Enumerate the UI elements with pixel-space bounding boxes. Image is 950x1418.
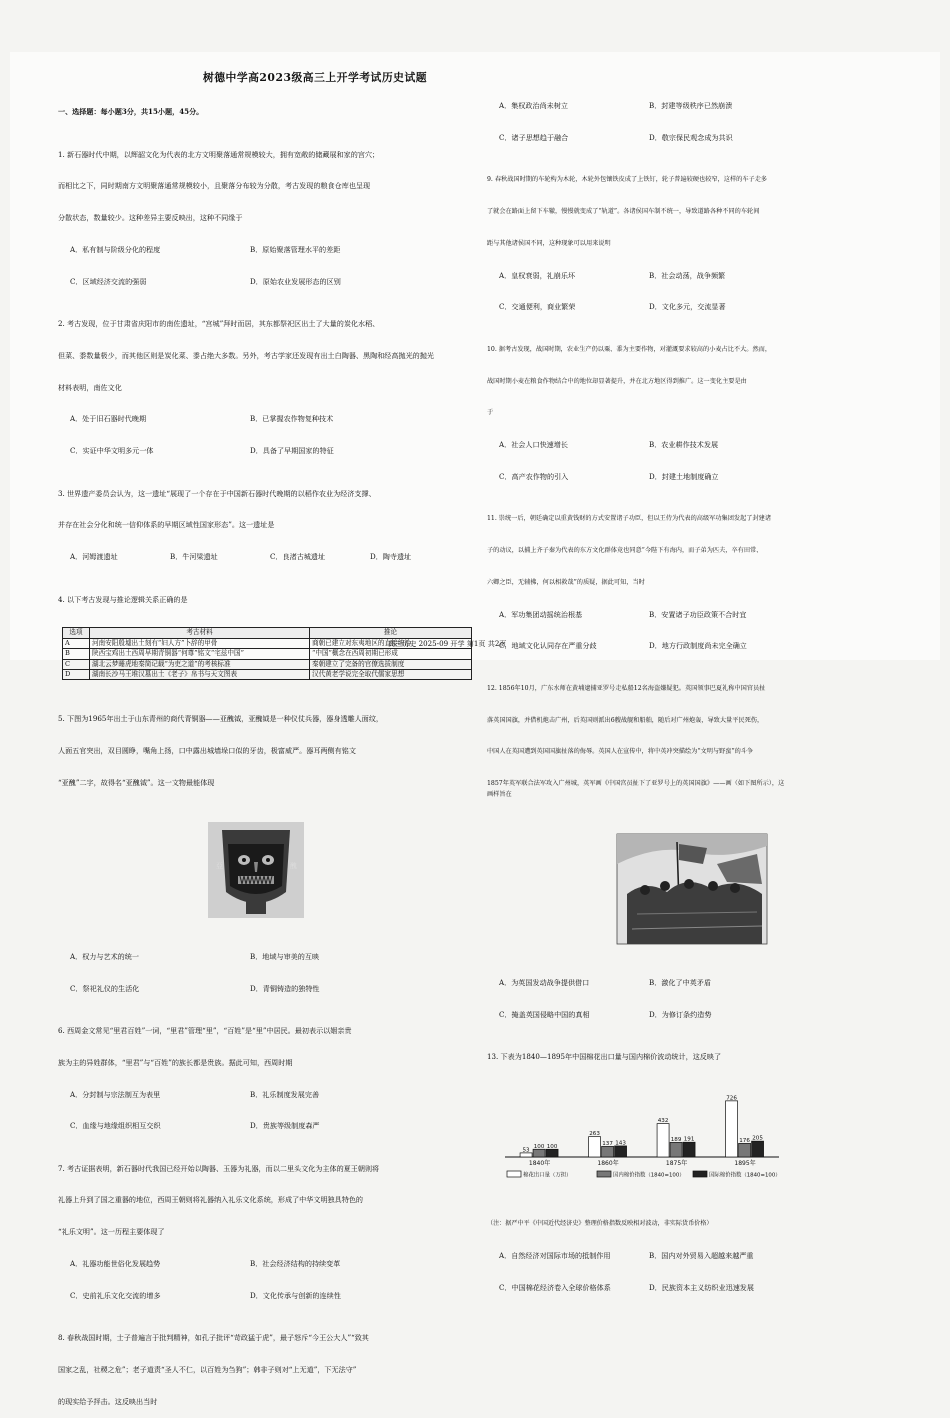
q2-stem-1: 2. 考古发现，位于甘肃省庆阳市的南佐遗址，“宫城”拜时而居，其东都祭祀区出土了大量的炭化水稻、 xyxy=(58,319,380,329)
q6-stem-1: 6. 西周金文常见“里君百姓”一词，“里君”管理“里”，“百姓”是“里”中居民。最初表示以姻亲贵 xyxy=(58,1025,352,1035)
q5-options-row-2 xyxy=(58,984,483,995)
q13-option-c: C．中国棉花经济卷入全球价格体系 xyxy=(499,1282,611,1292)
q11-option-d: D．地方行政制度尚未完全确立 xyxy=(649,641,747,651)
q11-stem-2: 子的动议，以捕上齐子秦为代表的东方文化群体竟也同意“今陛下有海内，而子弟为匹夫，卒有田常、 xyxy=(487,547,763,555)
q10-stem-3: 于 xyxy=(487,409,494,417)
q9-options-row-1 xyxy=(487,271,787,282)
q13-option-d: D．民族资本主义纺织业迅速发展 xyxy=(649,1282,754,1292)
q9-option-d: D．文化多元，交流显著 xyxy=(649,302,726,312)
table-cell: 湖南长沙马王堆汉墓出土《老子》帛书与天文图表 xyxy=(90,669,310,679)
q5-stem-2: 人面五官突出，双目圆睁，嘴角上扬，口中露出城墙垛口似的牙齿，极富威严。器耳两侧有铭文 xyxy=(58,745,356,755)
table-cell: D xyxy=(63,669,90,679)
q8-stem-2: 国家之乱，社稷之危”；老子道责“圣人不仁，以百姓为刍狗”；韩非子则对“上无道”，下无法守” xyxy=(58,1364,357,1374)
table-cell: “中国”概念在西周初期已形成 xyxy=(310,649,472,659)
q2-options-row-1 xyxy=(58,414,483,425)
chart-legend-swatch xyxy=(597,1171,611,1177)
q5-stem-3: “亚醜”二字，故得名“亚醜钺”。这一文物最能体现 xyxy=(58,777,215,787)
table-row xyxy=(63,649,472,659)
q5-option-d: D．青铜铸造的独特性 xyxy=(250,983,320,993)
chart-data-label: 137 xyxy=(602,1141,613,1148)
q10-options-row-1 xyxy=(487,440,787,451)
q2-stem-3: 材料表明，南佐文化 xyxy=(58,382,122,392)
q2-stem-2: 但菜、黍数量极少，而其他区则是炭化菜、黍占绝大多数。另外，考古学家还发现有出土白陶器、黑陶和经高抛光的抛光 xyxy=(58,350,434,360)
svg-text:醜: 醜 xyxy=(290,862,297,871)
q7-options-row-2 xyxy=(58,1291,483,1302)
q10-stem-1: 10. 据考古发现，战国时期，农业生产仍以粟、黍为主要作物，对灌溉要求较高的小麦占比不大。然而， xyxy=(487,345,772,353)
q1-options-row-1 xyxy=(58,245,483,256)
q9-options-row-2 xyxy=(487,302,787,313)
q2-option-b: B．已掌握农作物复种技术 xyxy=(250,414,334,424)
q12-stem-3: 中国人在英国遭到英国国旗扯落的侮辱。英国人在宣传中，将中英冲突描绘为“文明与野蛮”的斗争 xyxy=(487,748,754,756)
q1-option-a: A．私有制与阶级分化的程度 xyxy=(70,244,161,254)
table-cell: 河南安阳殷墟出土刻有“妇人方”卜辞的甲骨 xyxy=(90,638,310,648)
flag-incident-engraving xyxy=(617,834,767,944)
q5-option-b: B．地域与审美的互映 xyxy=(250,951,320,961)
chart-bar xyxy=(739,1144,751,1158)
chart-data-label: 100 xyxy=(546,1144,558,1151)
q11-option-c: C．地域文化认同存在严重分歧 xyxy=(499,641,597,651)
q7-stem-1: 7. 考古证据表明，新石器时代我国已经开始以陶器、玉器为礼器，而以二里头文化为主体的夏王朝则将 xyxy=(58,1163,380,1173)
q10-option-c: C．高产农作物的引入 xyxy=(499,471,569,481)
q8-option-a: A．集权政治尚未树立 xyxy=(499,101,568,111)
q4-header-option: 选项 xyxy=(63,628,90,638)
table-row xyxy=(63,669,472,679)
q5-stem-1: 5. 下图为1965年出土于山东青州的商代青铜器——亚醜钺，亚醜钺是一种仪仗兵器，器身透雕人面纹， xyxy=(58,714,384,724)
q7-option-a: A．礼器功能世俗化发展趋势 xyxy=(70,1259,161,1269)
chart-bar xyxy=(752,1142,764,1158)
q12-option-a: A．为英国发动战争提供借口 xyxy=(499,977,590,987)
q5-option-c: C．祭祀礼仪的生活化 xyxy=(70,983,140,993)
chart-data-label: 176 xyxy=(739,1138,750,1145)
q3-stem-1: 3. 世界遗产委员会认为，这一遗址“展现了一个存在于中国新石器时代晚期的以稻作农业为经济支撑、 xyxy=(58,488,376,498)
q8-option-c: C．诸子思想趋于融合 xyxy=(499,132,569,142)
table-row xyxy=(63,659,472,669)
q6-stem-2: 族为主的异姓群体，“里君”与“百姓”的族长都是贵族。据此可知，西周时期 xyxy=(58,1057,293,1067)
q12-options-row-1 xyxy=(487,978,787,989)
q6-option-a: A．分封制与宗法制互为表里 xyxy=(70,1089,161,1099)
chart-data-label: 263 xyxy=(589,1131,600,1138)
q11-stem-3: 六卿之臣，无辅拂，何以相救哉”的质疑，据此可知，当时 xyxy=(487,578,645,586)
q7-option-b: B．社会经济结构的持续变革 xyxy=(250,1259,341,1269)
table-cell: 商朝已建立对东夷地区的直接统治 xyxy=(310,638,472,648)
q7-option-d: D．文化传承与创新的连续性 xyxy=(250,1290,341,1300)
q7-stem-3: “礼乐文明”。这一历程主要体现了 xyxy=(58,1227,165,1237)
q12-stem-1: 12. 1856年10月，广东水师在黄埔逮捕亚罗号走私船12名海盗嫌疑犯。英国领事巴夏礼称中国官员扯 xyxy=(487,684,766,692)
bronze-yue-axe-image xyxy=(208,822,304,918)
chart-bar xyxy=(602,1147,614,1158)
q12-option-d: D．为修订条约造势 xyxy=(649,1009,712,1019)
q7-option-c: C．史前礼乐文化交流的增多 xyxy=(70,1290,161,1300)
q3-options xyxy=(58,552,483,563)
q6-option-b: B．礼乐制度发展完善 xyxy=(250,1089,320,1099)
q6-options-row-1 xyxy=(58,1090,483,1101)
q12-stem-2: 落英国国旗，并借机炮击广州，后英国则派出6艘战舰和船舶，随后对广州炮轰，导致大量平民死伤， xyxy=(487,716,764,724)
q13-options-row-2 xyxy=(487,1283,787,1294)
table-cell: A xyxy=(63,638,90,648)
q2-option-c: C．实证中华文明多元一体 xyxy=(70,446,154,456)
right-column xyxy=(487,80,787,1304)
q9-option-b: B．社会动荡，战争频繁 xyxy=(649,270,726,280)
q1-option-b: B．原始聚落管理水平的差距 xyxy=(250,244,341,254)
q12-stem-4: 1857年英军联合法军攻入广州城，英军画《中国宫员扯下了亚罗号上的英国国旗》——画（如下图所示），这画样旨在 xyxy=(487,780,785,798)
q10-option-d: D．封建土地制度确立 xyxy=(649,471,719,481)
q1-options-row-2 xyxy=(58,277,483,288)
chart-data-label: 189 xyxy=(670,1137,682,1144)
q12-options-row-2 xyxy=(487,1010,787,1021)
q13-note: （注：据严中平《中国近代经济史》整理价格指数反映相对波动，非实际货币价格） xyxy=(487,1220,713,1228)
chart-bar xyxy=(726,1101,738,1157)
chart-category-label: 1860年 xyxy=(597,1160,619,1168)
q1-option-c: C．区域经济交流的强弱 xyxy=(70,276,147,286)
q6-options-row-2 xyxy=(58,1121,483,1132)
q1-stem-1: 1. 新石器时代中期，以辉韶文化为代表的北方文明聚落通常规模较大，拥有宽敞的储藏展和家的宫穴； xyxy=(58,149,380,159)
q1-stem-3: 分散状态，数量较少。这种差异主要反映出，这种不同缘于 xyxy=(58,213,243,223)
chart-bar xyxy=(520,1153,532,1157)
chart-legend-swatch xyxy=(507,1171,521,1177)
q3-option-b: B．牛河梁遗址 xyxy=(170,552,218,562)
table-cell: 汉代黄老学说完全取代儒家思想 xyxy=(310,669,472,679)
q11-stem-1: 11. 崇统一后，朝廷确定以重黄钱财的方式安置诸子功臣，但以王侍为代表的高级军功集团发起了封建诸 xyxy=(487,515,772,523)
exam-title: 树德中学高2023级高三上开学考试历史试题 xyxy=(202,71,428,84)
q13-options-row-1 xyxy=(487,1251,787,1262)
q11-option-a: A．军功集团动摇统治根基 xyxy=(499,609,583,619)
q4-header-inference: 推论 xyxy=(310,628,472,638)
chart-data-label: 100 xyxy=(533,1144,545,1151)
chart-data-label: 205 xyxy=(752,1136,763,1143)
q3-stem-2: 并存在社会分化和统一信仰体系的早期区域性国家形态”。这一遗址是 xyxy=(58,520,275,530)
q13-option-b: B．国内对外贸易入超越来越严重 xyxy=(649,1251,754,1261)
q5-option-a: A．权力与艺术的统一 xyxy=(70,951,139,961)
q3-option-c: C．良渚古城遗址 xyxy=(270,552,326,562)
q11-options-row-1 xyxy=(487,610,787,621)
q10-option-b: B．农业耕作技术发展 xyxy=(649,440,719,450)
q3-option-a: A．河姆渡遗址 xyxy=(70,552,118,562)
q4-header-material: 考古材料 xyxy=(90,628,310,638)
q8-stem-1: 8. 春秋战国时期，士子普遍言于批判精神，如孔子批评“苛政猛于虎”，最子怒斥“今王公大人”“致其 xyxy=(58,1333,369,1343)
q4-table xyxy=(62,627,472,680)
q4-table-header xyxy=(63,628,472,638)
table-cell: 陕西宝鸡出土西周早期青铜器“何尊”铭文“宅兹中国” xyxy=(90,649,310,659)
q8-options-row-2 xyxy=(487,133,787,144)
chart-category-label: 1895年 xyxy=(734,1160,756,1168)
q9-option-c: C．交通便利，商业繁荣 xyxy=(499,302,576,312)
table-cell: 秦朝建立了完备的官僚选拔制度 xyxy=(310,659,472,669)
q8-stem-3: 的现实给予抨击。这反映出当时 xyxy=(58,1396,158,1406)
q2-option-a: A．处于旧石器时代晚期 xyxy=(70,414,147,424)
q12-option-c: C．掩盖英国侵略中国的真相 xyxy=(499,1009,590,1019)
table-cell: B xyxy=(63,649,90,659)
chart-data-label: 53 xyxy=(522,1147,530,1154)
q5-options-row-1 xyxy=(58,952,483,963)
chart-bar xyxy=(589,1137,601,1157)
q13-stem: 13. 下表为1840—1895年中国棉花出口量与国内棉价波动统计，这反映了 xyxy=(487,1052,722,1062)
q12-option-b: B．激化了中英矛盾 xyxy=(649,977,711,987)
q11-option-b: B．安置诸子功臣政策不合时宜 xyxy=(649,609,747,619)
chart-legend-swatch xyxy=(693,1171,707,1177)
chart-bar xyxy=(670,1143,682,1158)
q7-stem-2: 礼器上升到了国之重器的地位，西周王朝则将礼器纳入礼乐文化系统，形成了中华文明独具特色的 xyxy=(58,1195,364,1205)
q2-options-row-2 xyxy=(58,446,483,457)
chart-category-label: 1875年 xyxy=(665,1160,688,1168)
chart-legend-label: 国内棉价指数（1840=100） xyxy=(613,1172,685,1179)
chart-bar xyxy=(615,1146,627,1157)
q8-options-row-1 xyxy=(487,101,787,112)
section-heading: 一、选择题：每小题3分，共15小题，45分。 xyxy=(58,107,204,117)
chart-bar xyxy=(657,1124,669,1157)
chart-legend-label: 国际棉价指数（1840=100） xyxy=(709,1172,781,1179)
q9-stem-2: 了就会在路面上留下车辙，慢慢就变成了“轨道”。各诸侯国车制不统一，导致道路各种不同的车轮间 xyxy=(487,208,760,216)
cotton-chart xyxy=(487,1095,787,1187)
q11-options-row-2 xyxy=(487,641,787,652)
q8-option-b: B．封建等级秩序已然崩溃 xyxy=(649,101,733,111)
left-column xyxy=(58,86,483,1418)
svg-text:亞: 亞 xyxy=(216,862,223,871)
q6-option-c: C．血缘与地缘组织相互交织 xyxy=(70,1121,161,1131)
chart-bar xyxy=(546,1150,558,1158)
q4-stem: 4. 以下考古发现与推论逻辑关系正确的是 xyxy=(58,594,188,604)
q10-stem-2: 战国时期小麦在粮食作物结合中的地位却显著提升，并在北方地区得到推广。这一变化主要是由 xyxy=(487,377,747,385)
chart-data-label: 191 xyxy=(683,1137,695,1144)
chart-legend-label: 棉花出口量（万担） xyxy=(523,1172,572,1179)
page-footer: 高三历史 2025-09 开学 第1页 共2页 xyxy=(388,639,507,648)
q9-option-a: A．皇权衰弱，礼崩乐坏 xyxy=(499,270,576,280)
chart-bar xyxy=(533,1150,545,1158)
q13-option-a: A．自然经济对国际市场的抵制作用 xyxy=(499,1251,611,1261)
q10-option-a: A．社会人口快速增长 xyxy=(499,440,568,450)
chart-data-label: 726 xyxy=(726,1095,737,1102)
table-cell: 湖北云梦睡虎地秦简记载“为吏之道”的考核标准 xyxy=(90,659,310,669)
q1-stem-2: 而相比之下，同时期南方文明聚落通常规模较小，且聚落分布较为分散，考古发现的粮食仓库也呈现 xyxy=(58,181,371,191)
table-cell: C xyxy=(63,659,90,669)
q1-option-d: D．原始农业发展形态的区别 xyxy=(250,276,341,286)
q10-options-row-2 xyxy=(487,472,787,483)
q9-stem-1: 9. 春秋战国时期的车轮构为木轮，木轮外包镶铁皮成了上铁钉，轮子普遍较硬也较窄，这样的车子走多 xyxy=(487,176,768,184)
q7-options-row-1 xyxy=(58,1259,483,1270)
q2-option-d: D．具备了早期国家的特征 xyxy=(250,446,334,456)
q6-option-d: D．贵族等级制度森严 xyxy=(250,1121,320,1131)
q3-option-d: D．陶寺遗址 xyxy=(370,552,412,562)
chart-bar xyxy=(683,1143,695,1158)
chart-category-label: 1840年 xyxy=(528,1160,551,1168)
q9-stem-3: 距与其他诸侯国不同，这种现象可以用来说明 xyxy=(487,239,611,247)
chart-legend xyxy=(507,1171,781,1179)
q8-option-d: D．敬宗保民观念成为共识 xyxy=(649,132,733,142)
chart-data-label: 432 xyxy=(657,1118,669,1125)
chart-data-label: 143 xyxy=(615,1140,626,1147)
